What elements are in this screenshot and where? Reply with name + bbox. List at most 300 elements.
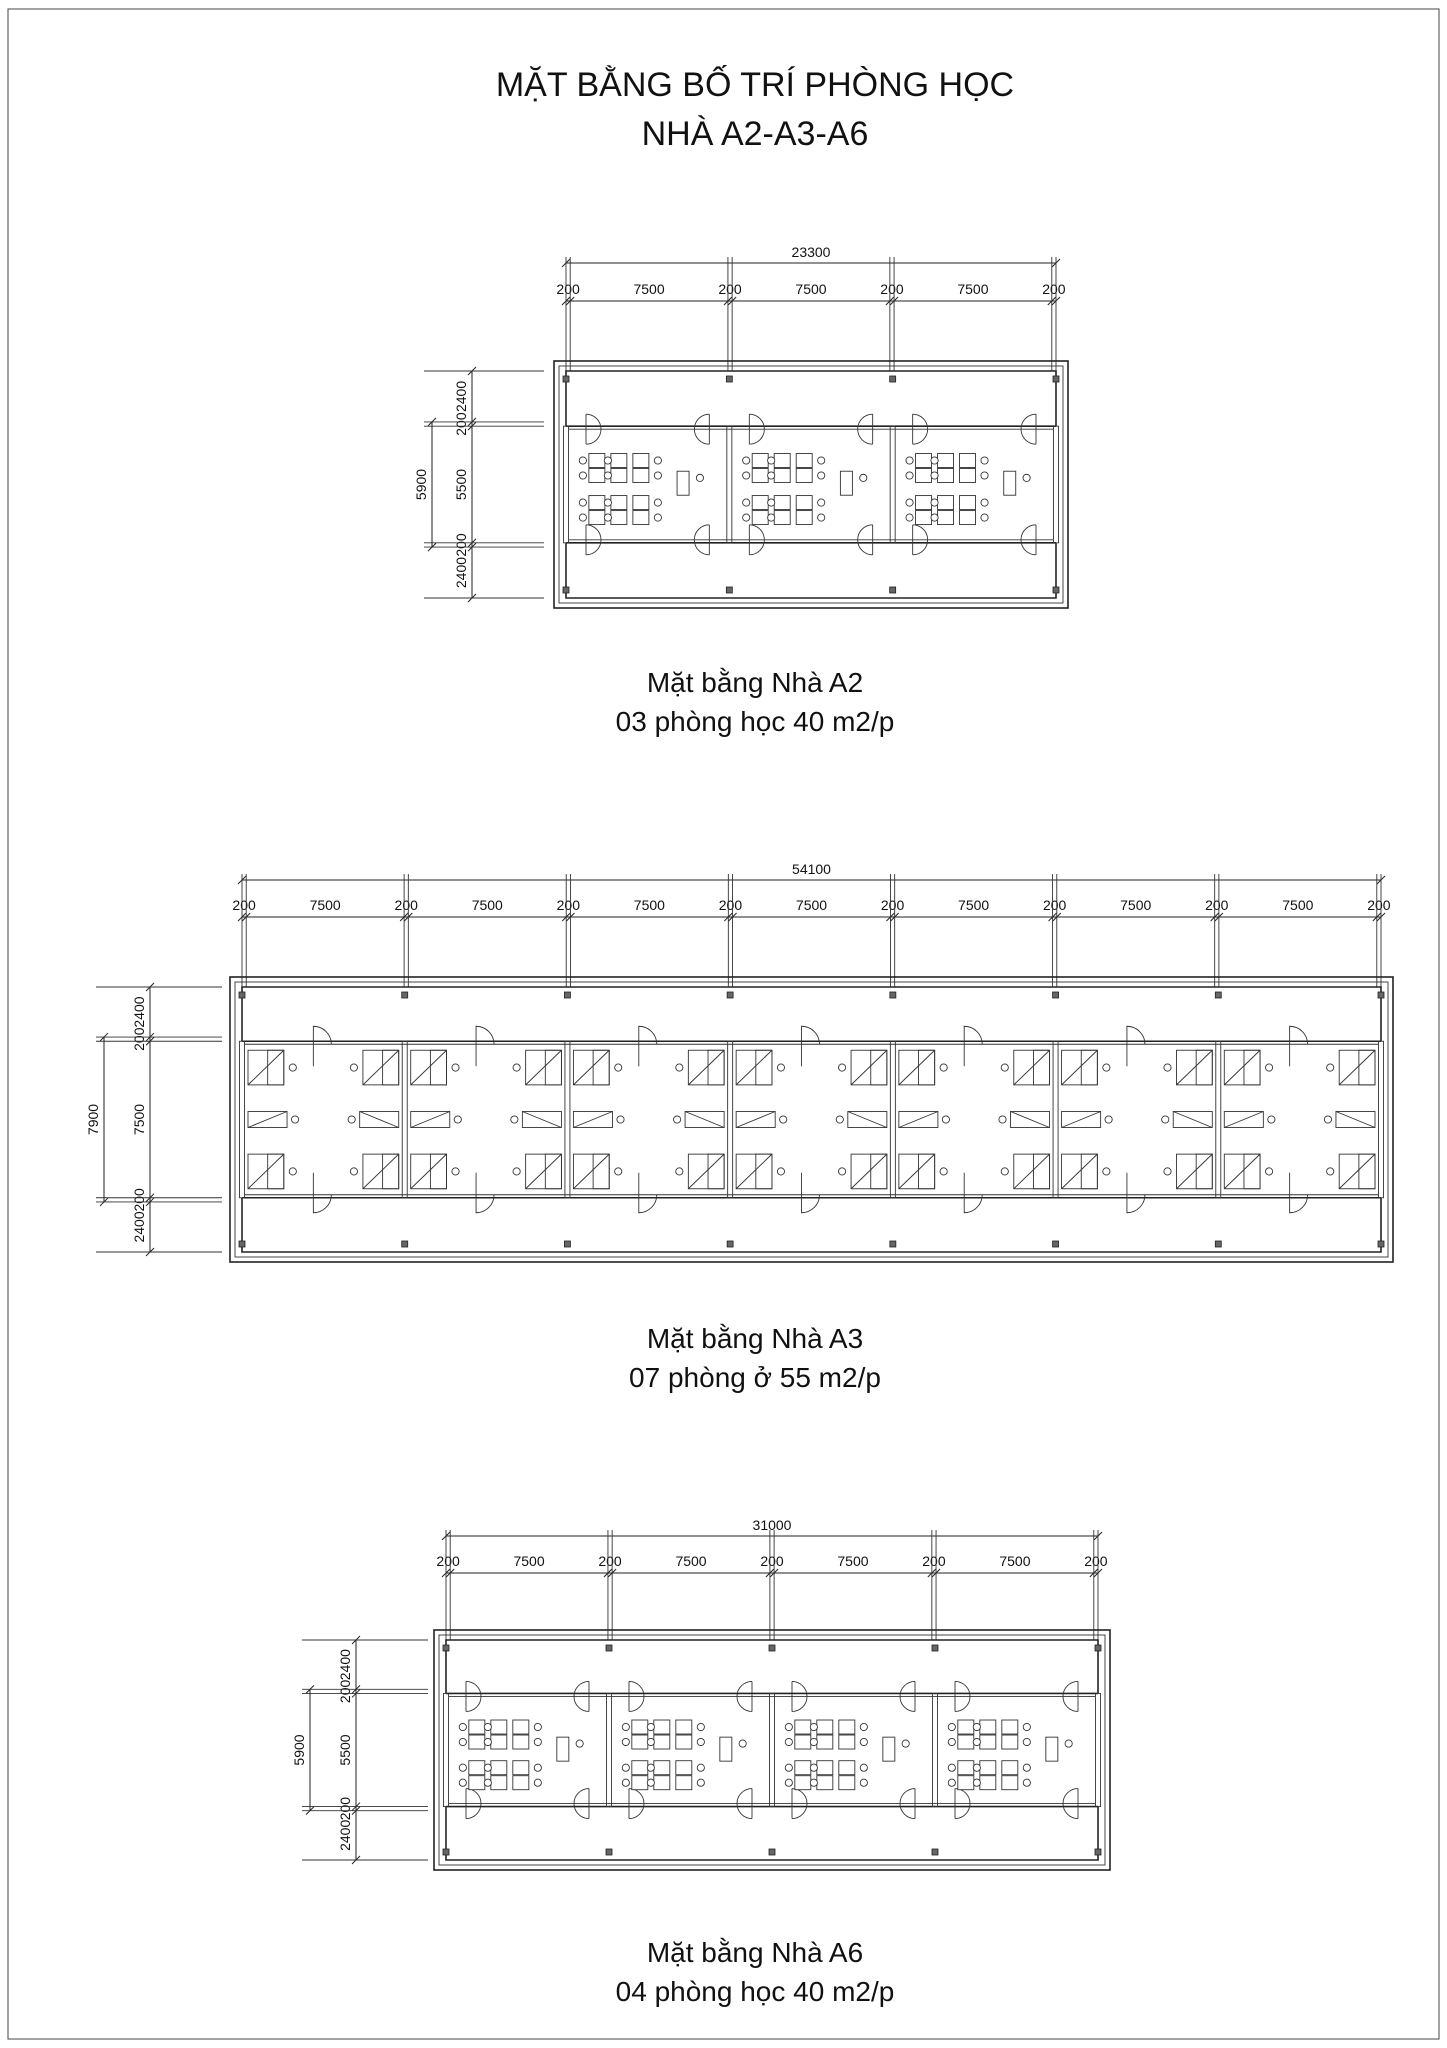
chair [513,1168,520,1175]
desk [752,454,768,468]
partition-wall [1054,426,1059,543]
desk [938,496,954,510]
door-swing [1063,1789,1078,1804]
chair [615,1064,622,1071]
chair [906,457,913,464]
desk [1002,1776,1018,1790]
dim-text-bay: 7500 [958,897,990,913]
door-swing [694,429,709,444]
column [726,587,732,593]
desk [469,1735,485,1749]
dim-text-bay: 7500 [513,1553,545,1569]
chair [291,1116,298,1123]
desk [752,469,768,483]
door-swing [913,429,928,444]
desk [633,469,649,483]
dim-text-bay: 7500 [1282,897,1314,913]
chair [785,1738,792,1745]
chair [860,1723,867,1730]
desk [632,1776,648,1790]
desk [916,469,932,483]
desk [1002,1761,1018,1775]
chair [981,499,988,506]
corridor-bottom [566,543,1056,598]
dim-text-depth: 200 [337,1679,353,1704]
dim-text-depth: 2400 [337,1819,353,1851]
chair [931,472,938,479]
dim-text-bay: 200 [598,1553,622,1569]
desk [958,1776,974,1790]
partition-wall [565,1041,570,1197]
dim-text-bay: 7500 [999,1553,1031,1569]
partition-wall [1216,1041,1221,1197]
chair [459,1779,466,1786]
platform-inner [439,1635,1105,1865]
chair [1023,1764,1030,1771]
chair [818,514,825,521]
column [443,1645,449,1651]
desk [589,511,605,525]
chair [906,514,913,521]
chair [676,1168,683,1175]
chair [768,499,775,506]
door-swing [629,1696,644,1711]
chair [739,1740,746,1747]
chair [348,1116,355,1123]
column [1095,1849,1101,1855]
desk [611,454,627,468]
door-swing [749,429,764,444]
desk [980,1735,996,1749]
chair [1023,1779,1030,1786]
desk [958,1735,974,1749]
desk [589,496,605,510]
desk [958,1761,974,1775]
chair [1065,1740,1072,1747]
chair [696,474,703,481]
chair [484,1723,491,1730]
chair [785,1779,792,1786]
chair [743,514,750,521]
chair [604,472,611,479]
door-swing [574,1696,589,1711]
column [443,1849,449,1855]
desk [469,1761,485,1775]
desk [654,1720,670,1734]
desk [633,454,649,468]
dim-text-total: 54100 [792,861,831,877]
chair [777,1168,784,1175]
partition-wall [1096,1693,1101,1806]
column [1053,992,1059,998]
desk [960,454,976,468]
desk [938,454,954,468]
desk [960,496,976,510]
chair [860,1764,867,1771]
chair [1103,1064,1110,1071]
chair [1164,1064,1171,1071]
chair [1265,1168,1272,1175]
chair [1023,474,1030,481]
column [932,1645,938,1651]
partition-wall [728,1041,733,1197]
dim-text-depth: 200 [453,412,469,436]
chair [906,499,913,506]
chair [622,1738,629,1745]
teacher-desk [1004,471,1016,495]
desk [611,511,627,525]
dim-text-bay: 7500 [957,281,989,297]
chair [818,457,825,464]
chair [768,514,775,521]
chair [1268,1116,1275,1123]
chair [459,1764,466,1771]
dim-text-bay: 200 [1205,897,1229,913]
column [1053,1241,1059,1247]
chair [1324,1116,1331,1123]
desk [916,511,932,525]
chair [484,1779,491,1786]
chair [576,1740,583,1747]
chair [697,1723,704,1730]
chair [785,1723,792,1730]
column [726,376,732,382]
chair [1105,1116,1112,1123]
chair [1265,1064,1272,1071]
chair [768,472,775,479]
dim-text-bay: 7500 [837,1553,869,1569]
chair [743,499,750,506]
chair [654,457,661,464]
column [239,992,245,998]
column [890,992,896,998]
page-title: MẶT BẰNG BỐ TRÍ PHÒNG HỌC [495,66,1015,104]
desk [980,1776,996,1790]
partition-wall [727,426,732,543]
desk [839,1776,855,1790]
desk [589,454,605,468]
chair [350,1168,357,1175]
door-swing [900,1789,915,1804]
dim-text-bay: 7500 [633,897,665,913]
dim-text-bay: 200 [922,1553,946,1569]
teacher-desk [720,1737,732,1761]
chair [1327,1064,1334,1071]
chair [647,1764,654,1771]
chair [604,457,611,464]
chair [654,472,661,479]
chair [452,1168,459,1175]
desk [752,496,768,510]
desk [633,511,649,525]
platform-inner [559,366,1063,603]
dim-text-depth-total: 5900 [291,1734,307,1766]
partition-wall [890,426,895,543]
chair [697,1738,704,1745]
chair [931,514,938,521]
column [890,376,896,382]
desk [916,454,932,468]
column [1053,587,1059,593]
door-swing [466,1696,481,1711]
chair [902,1740,909,1747]
teacher-desk [1046,1737,1058,1761]
chair [836,1116,843,1123]
chair [579,472,586,479]
chair [810,1764,817,1771]
door-swing [792,1696,807,1711]
teacher-desk [883,1737,895,1761]
desk [817,1761,833,1775]
desk [938,511,954,525]
chair [1164,1168,1171,1175]
dim-text-total: 23300 [791,244,831,260]
door-swing [574,1789,589,1804]
teacher-desk [677,471,689,495]
teacher-desk [557,1737,569,1761]
chair [647,1779,654,1786]
desk [469,1720,485,1734]
sheet-border [8,9,1439,2039]
dim-text-total: 31000 [752,1517,792,1533]
chair [604,499,611,506]
chair [579,457,586,464]
column [239,1241,245,1247]
chair [604,514,611,521]
chair [673,1116,680,1123]
partition-wall [770,1693,775,1806]
desk [980,1761,996,1775]
chair [777,1064,784,1071]
chair [1023,1723,1030,1730]
partition-wall [444,1693,449,1806]
platform-inner [235,982,1388,1257]
chair [860,1738,867,1745]
desk [1002,1720,1018,1734]
partition-wall [564,426,569,543]
desk [611,469,627,483]
chair [676,1064,683,1071]
chair [818,499,825,506]
chair [513,1064,520,1071]
desk [774,469,790,483]
floor-plan-a3 [85,861,1393,1262]
chair [534,1738,541,1745]
door-swing [629,1789,644,1804]
desk [632,1720,648,1734]
desk [752,511,768,525]
desk [513,1761,529,1775]
chair [452,1064,459,1071]
floor-plan-a6 [291,1517,1110,1870]
chair [948,1723,955,1730]
platform-outline [434,1630,1110,1870]
chair [622,1779,629,1786]
door-swing [737,1789,752,1804]
chair [860,1779,867,1786]
column [1053,376,1059,382]
chair [973,1779,980,1786]
partition-wall [240,1041,245,1197]
chair [697,1779,704,1786]
desk [774,496,790,510]
dim-text-depth: 200 [453,533,469,557]
door-swing [586,429,601,444]
chair [810,1779,817,1786]
chair [768,457,775,464]
desk [796,469,812,483]
door-swing [858,429,873,444]
door-swing [913,525,928,540]
chair [647,1723,654,1730]
desk [795,1776,811,1790]
desk [795,1720,811,1734]
caption-a3-desc: 07 phòng ở 55 m2/p [629,1362,881,1393]
desk [513,1735,529,1749]
chair [948,1738,955,1745]
chair [579,514,586,521]
chair [289,1064,296,1071]
chair [940,1064,947,1071]
column [1378,1241,1384,1247]
dim-text-depth: 7500 [131,1103,147,1136]
caption-a6-desc: 04 phòng học 40 m2/p [615,1976,895,2007]
platform-outline [554,361,1068,608]
desk [938,469,954,483]
partition-wall [607,1693,612,1806]
desk [611,496,627,510]
desk [916,496,932,510]
chair [780,1116,787,1123]
desk [633,496,649,510]
chair [579,499,586,506]
door-swing [955,1789,970,1804]
corridor-top [242,987,1381,1041]
chair [1103,1168,1110,1175]
chair [1162,1116,1169,1123]
chair [838,1064,845,1071]
desk [676,1761,692,1775]
door-swing [737,1696,752,1711]
column [606,1849,612,1855]
desk [491,1735,507,1749]
dim-text-bay: 200 [1084,1553,1108,1569]
chair [617,1116,624,1123]
door-swing [858,525,873,540]
caption-a2-name: Mặt bằng Nhà A2 [646,667,864,698]
chair [981,514,988,521]
chair [622,1764,629,1771]
desk [958,1720,974,1734]
chair [534,1779,541,1786]
dim-text-depth: 2400 [131,996,147,1028]
dim-text-bay: 7500 [309,897,341,913]
chair [999,1116,1006,1123]
chair [654,514,661,521]
chair [948,1764,955,1771]
desk [774,454,790,468]
dim-text-depth: 200 [131,1188,147,1212]
dim-text-bay: 200 [1042,281,1066,297]
door-swing [900,1696,915,1711]
door-swing [1063,1696,1078,1711]
dim-text-bay: 7500 [675,1553,707,1569]
chair [743,457,750,464]
desk [513,1720,529,1734]
dim-text-depth: 200 [337,1796,353,1821]
caption-a2-desc: 03 phòng học 40 m2/p [615,706,895,737]
dim-text-bay: 7500 [633,281,665,297]
partition-wall [933,1693,938,1806]
chair [973,1764,980,1771]
desk [491,1720,507,1734]
dim-text-bay: 200 [760,1553,784,1569]
chair [454,1116,461,1123]
chair [534,1723,541,1730]
dim-text-bay: 200 [718,897,743,913]
chair [838,1168,845,1175]
desk [654,1761,670,1775]
dim-text-depth: 2400 [453,380,469,413]
chair [810,1738,817,1745]
corridor-top [566,371,1056,426]
door-swing [1021,525,1036,540]
desk [960,511,976,525]
door-swing [792,1789,807,1804]
desk [796,511,812,525]
dim-text-bay: 7500 [795,281,827,297]
chair [810,1723,817,1730]
column [606,1645,612,1651]
dim-text-depth-total: 7900 [85,1103,101,1136]
chair [931,499,938,506]
door-swing [586,525,601,540]
desk [839,1735,855,1749]
desk [654,1776,670,1790]
desk [839,1720,855,1734]
dim-text-bay: 200 [1367,897,1391,913]
desk [589,469,605,483]
chair [1327,1168,1334,1175]
chair [1023,1738,1030,1745]
chair [622,1723,629,1730]
chair [647,1738,654,1745]
desk [676,1776,692,1790]
door-swing [694,525,709,540]
desk [513,1776,529,1790]
column [769,1849,775,1855]
column [1378,992,1384,998]
dim-text-depth: 5500 [453,468,469,501]
chair [350,1064,357,1071]
desk [817,1720,833,1734]
chair [973,1723,980,1730]
desk [469,1776,485,1790]
chair [818,472,825,479]
dim-text-bay: 200 [556,897,581,913]
partition-wall [890,1041,895,1197]
desk [817,1735,833,1749]
desk [960,469,976,483]
desk [676,1735,692,1749]
desk [796,454,812,468]
dim-text-depth: 5500 [337,1734,353,1766]
chair [615,1168,622,1175]
chair [981,457,988,464]
column [563,376,569,382]
desk [676,1720,692,1734]
column [1215,992,1221,998]
